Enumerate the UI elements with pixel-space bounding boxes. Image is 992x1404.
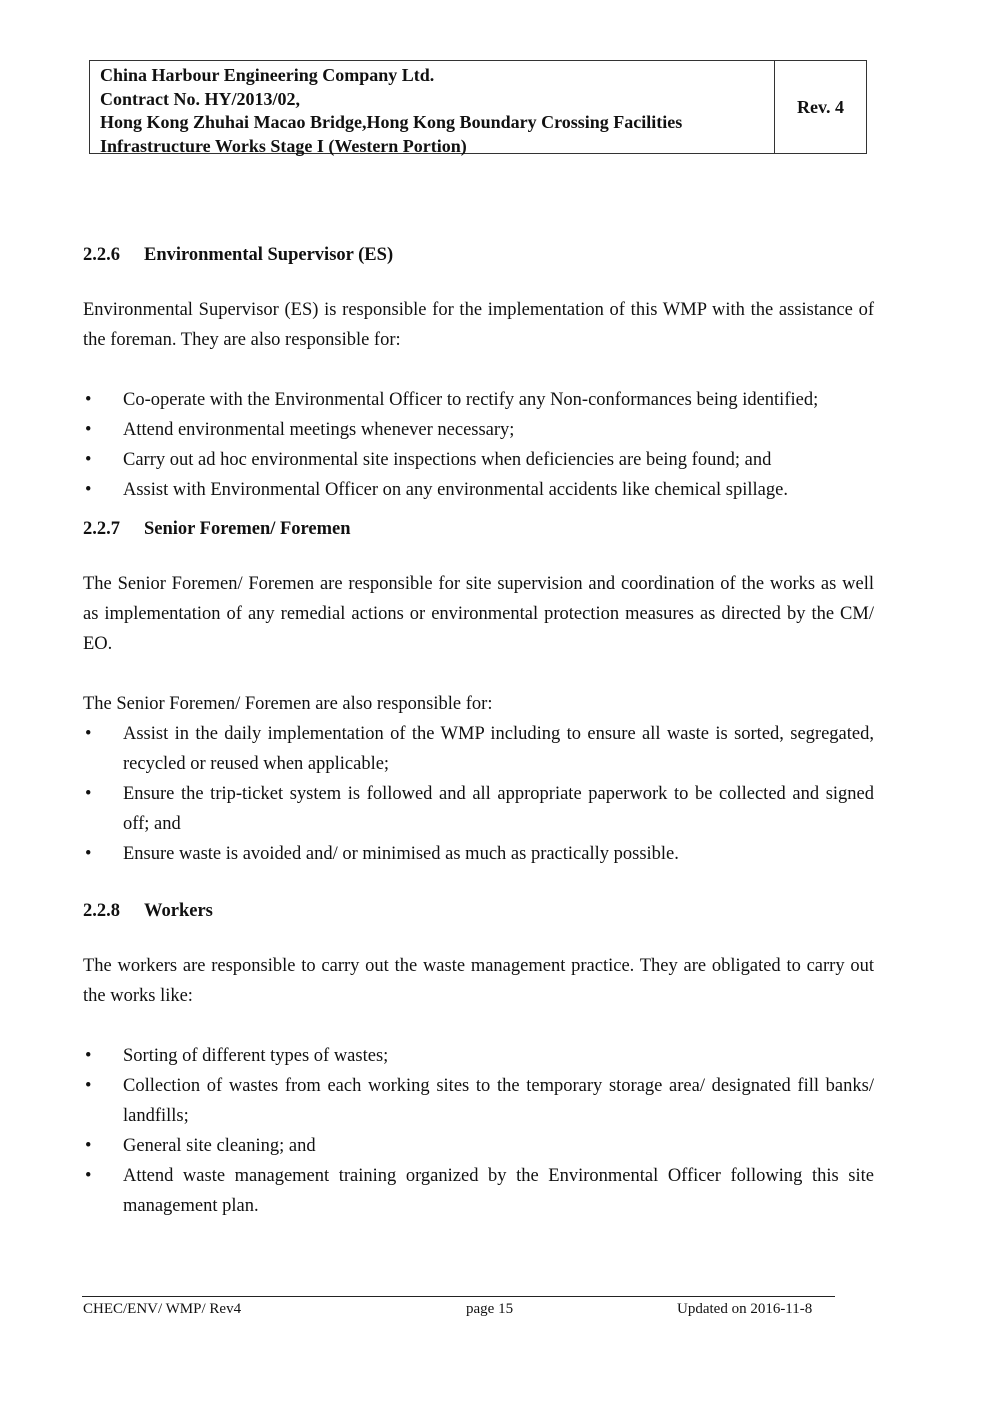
section-heading	[83, 243, 874, 267]
section-heading	[83, 899, 874, 923]
header-project: Hong Kong Zhuhai Macao Bridge,Hong Kong Boundary Crossing Facilities	[100, 112, 683, 132]
section-number: 2.2.8	[83, 901, 120, 921]
list-item: • Carry out ad hoc environmental site inspections when deficiencies are being found; and	[83, 445, 874, 475]
list-item: • General site cleaning; and	[83, 1131, 874, 1161]
list-item: • Assist with Environmental Officer on any environmental accidents like chemical spillage.	[83, 475, 874, 505]
footer-divider	[82, 1296, 835, 1297]
bullet-list	[83, 1041, 874, 1221]
list-item: • Sorting of different types of wastes;	[83, 1041, 874, 1071]
list-item: • Attend waste management training organized by the Environmental Officer following this site management plan.	[83, 1161, 874, 1221]
footer-updated-date: Updated on 2016-11-8	[677, 1301, 813, 1317]
document-header	[89, 60, 867, 154]
section-title: Environmental Supervisor (ES)	[144, 245, 394, 265]
footer-doc-ref: CHEC/ENV/ WMP/ Rev4	[83, 1301, 242, 1317]
header-revision: Rev. 4	[797, 96, 844, 117]
list-item: • Collection of wastes from each working sites to the temporary storage area/ designated fill banks/ landfills;	[83, 1071, 874, 1131]
list-item: • Assist in the daily implementation of the WMP including to ensure all waste is sorted, segregated, recycled or reused when applicable;	[83, 719, 874, 779]
section-number: 2.2.7	[83, 519, 120, 539]
section-title: Senior Foremen/ Foremen	[144, 519, 351, 539]
list-item: • Attend environmental meetings whenever necessary;	[83, 415, 874, 445]
list-item: • Ensure waste is avoided and/ or minimised as much as practically possible.	[83, 839, 874, 869]
bullet-list	[83, 385, 874, 505]
list-item: • Co-operate with the Environmental Officer to rectify any Non-conformances being identified;	[83, 385, 874, 415]
paragraph: The workers are responsible to carry out the waste management practice. They are obligated to carry out the works like:	[83, 956, 874, 1006]
page-content	[83, 243, 874, 1221]
section-title: Workers	[144, 901, 213, 921]
header-company: China Harbour Engineering Company Ltd.	[100, 65, 435, 85]
paragraph: Environmental Supervisor (ES) is responsible for the implementation of this WMP with the assistance of the foreman. They are also responsible for:	[83, 300, 874, 350]
section-number: 2.2.6	[83, 245, 120, 265]
list-item: • Ensure the trip-ticket system is followed and all appropriate paperwork to be collected and signed off; and	[83, 779, 874, 839]
bullet-list	[83, 719, 874, 869]
section-heading	[83, 517, 874, 541]
paragraph: The Senior Foremen/ Foremen are also responsible for:	[83, 694, 493, 714]
paragraph: The Senior Foremen/ Foremen are responsible for site supervision and coordination of the works as well as implementation of any remedial actions or environmental protection measures as directed by the CM/ EO.	[83, 574, 874, 654]
header-contract: Contract No. HY/2013/02,	[100, 88, 300, 109]
header-stage: Infrastructure Works Stage I (Western Portion)	[100, 135, 467, 156]
header-title-block	[90, 61, 775, 156]
footer-page-number: page 15	[466, 1301, 514, 1317]
